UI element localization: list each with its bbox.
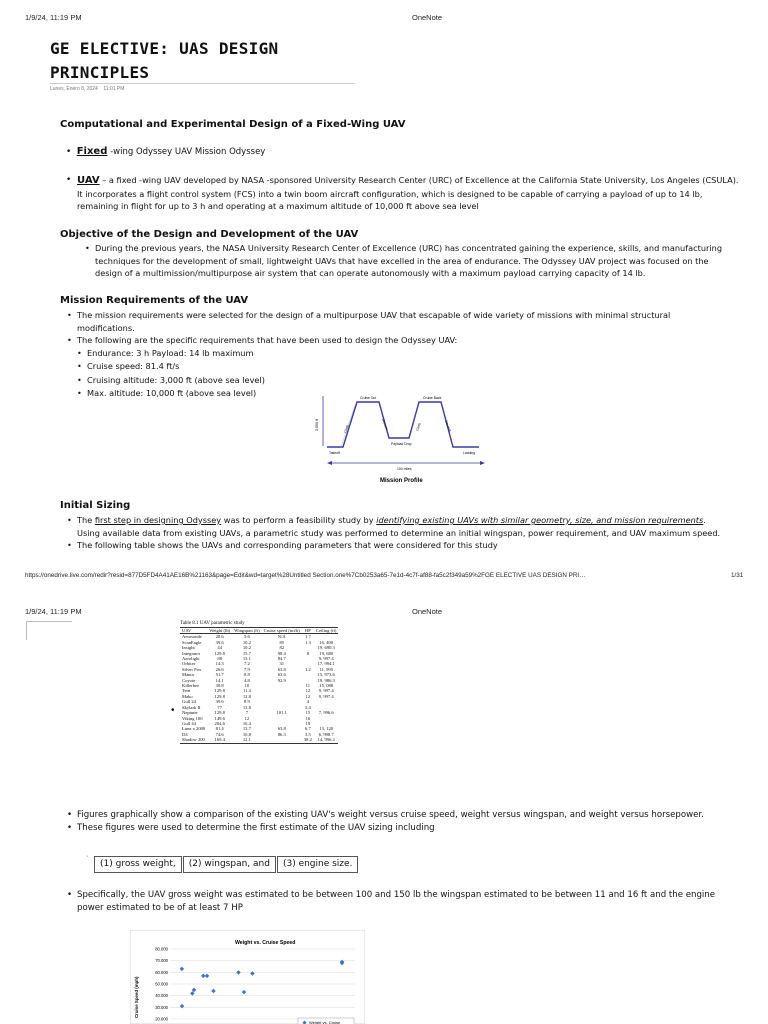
cruise-back-label: Cruise Back [423, 396, 442, 400]
chart-title: Weight vs. Cruise Speed [235, 940, 296, 946]
table-cell: 12.1 [242, 737, 251, 743]
sizing-bullet-2: • The following table shows the UAVs and corresponding parameters that were considered for this study [67, 540, 498, 550]
objective-text: During the previous years, the NASA University Research Center of Excellence (URC) has concentrated gaining the experience, skills, and manufacturing techniques for the development of small, lightweight UAVs that have excelled in the area of endurance. The Odyssey UAV project was focused on the design of a multimission/multipurpose air system that can operate autonomously with a maximum payload carrying capacity of 14 lb. [95, 243, 723, 278]
table-cell [262, 737, 302, 743]
table-cell: 129.8 [214, 693, 225, 699]
table-cell: 3.5 [305, 731, 311, 737]
table-cell: 129.8 [214, 710, 225, 716]
req-item: • Cruising altitude: 3,000 ft (above sea level) [77, 374, 265, 385]
table-cell-uav-name: Insight [182, 645, 195, 651]
page-time-text: 11:01 PM [103, 86, 125, 92]
table-cell: 26.6 [215, 666, 224, 672]
uav-term: UAV [77, 175, 100, 186]
descent-label: Descent [381, 417, 389, 431]
table-cell: 19 [305, 720, 311, 726]
uav-text: – a fixed -wing UAV developed by NASA -sponsored University Research Center (URC) of Excellence at the California State University, Los Angeles (CSULA). It incorporates a flight control system (FCS) into a twin boom aircraft configuration, which is designed to be capable of carrying a payload of up to 14 lb, remaining in flight for up to 3 h and operating at a maximum altitude of 10,000 ft above sea level [77, 175, 739, 211]
table-cell: 92.9 [277, 677, 286, 683]
print-timestamp-2: 1/9/24, 11:19 PM [25, 607, 82, 616]
climb-label: Climb [343, 424, 350, 434]
sizing-b1-link1: first step in designing Odyssey [94, 515, 222, 525]
uav-table-figure [180, 621, 420, 744]
table-cell-uav-name: Skylark II [182, 704, 201, 710]
table-cell: 5.6 [244, 634, 250, 640]
table-cell-uav-name: ScanEagle [182, 639, 202, 645]
table-cell: 13.7 [242, 726, 251, 732]
req-item: • Cruise speed: 81.4 ft/s [77, 361, 180, 371]
chart-ylabel: Cruise Speed (mph) [134, 976, 139, 1018]
req-text: Max. altitude: 10,000 ft (above sea level) [87, 388, 257, 398]
fixed-bullet: • Fixed -wing Odyssey UAV Mission Odyssey [66, 146, 266, 157]
sizing-dot: · [86, 853, 89, 860]
table-cell: 15, 088 [319, 683, 334, 689]
table-cell: 149.6 [214, 715, 225, 721]
table-cell-uav-name: Tern [182, 688, 191, 694]
table-cell: 19, 986.3 [317, 677, 335, 683]
table-cell: 63.8 [277, 726, 286, 732]
mission-b1-text: The mission requirements were selected for the design of a multipurpose UAV that escapable of wide variety of missions with minimal structural modifications. [77, 310, 671, 333]
table-cell: 12.8 [242, 693, 251, 699]
objective-heading: Objective of the Design and Development of the UAV [60, 229, 359, 240]
table-cell: 16 [305, 715, 311, 721]
table-body [180, 634, 338, 743]
table-cell: 15.7 [242, 650, 251, 656]
main-heading: Computational and Experimental Design of a Fixed-Wing UAV [60, 119, 406, 130]
req-text: Cruising altitude: 3,000 ft (above sea level) [87, 374, 265, 385]
table-cell: 14.3 [215, 661, 224, 667]
table-cell: 44 [217, 645, 222, 651]
table-cell: 63.6 [277, 672, 286, 678]
table-cell: 129.8 [214, 650, 225, 656]
footer-url[interactable]: https://onedrive.live.com/redir?resid=877D5FD4A41AE16B%21163&page=Edit&wd=target%28Untitled Section.one%7Cb0253a65-7e1d-4c7f-af88-fa5c2f349a59%2FGE ELECTIVE UAS DESIGN PRI… [25, 572, 586, 579]
table-cell: 1.2 [305, 666, 311, 672]
table-caption: Table 8.1 UAV parametric study [180, 621, 245, 626]
table-cell: 7, 996.6 [318, 710, 334, 716]
table-cell: 98.4 [277, 650, 286, 656]
figures-bullet-3: • Specifically, the UAV gross weight was estimated to be between 100 and 150 lb the wingspan estimated to be between 11 and 16 ft and the engine power estimated to be of at least 7 HP [67, 890, 716, 913]
table-cell: 8.8 [244, 672, 250, 678]
mission-bullet-2: • The following are the specific requirements that have been used to design the Odyssey UAV: [67, 335, 458, 345]
table-cell: 1.7 [305, 634, 311, 640]
chart-y-tick-label: 50.000 [155, 981, 168, 987]
altitude-label: 3,000 ft [315, 419, 319, 431]
table-cell: 10.8 [242, 731, 251, 737]
table-cell: 14, 996.2 [317, 737, 335, 743]
chart-y-tick-label: 60.000 [155, 969, 168, 975]
table-cell: 39.6 [215, 639, 224, 645]
table-cell: 85 [279, 639, 285, 645]
table-cell: 12 [244, 715, 250, 721]
table-cell: 6.7 [305, 726, 311, 732]
table-cell-uav-name: Killerbee [182, 683, 200, 689]
table-cell: 10.2 [242, 645, 251, 651]
mission-heading: Mission Requirements of the UAV [60, 295, 249, 306]
table-cell: 88 [217, 656, 222, 662]
table-cell: 7.2 [244, 661, 250, 667]
distance-label: 100 miles [397, 467, 412, 471]
chart-y-tick-label: 80.000 [155, 946, 168, 952]
table-cell: 12 [305, 688, 311, 694]
table-cell: 7.9 [244, 666, 250, 672]
table-cell: 6, 998.7 [318, 731, 334, 737]
print-timestamp: 1/9/24, 11:19 PM [25, 13, 82, 22]
table-cell: 8.9 [244, 699, 250, 705]
print-app-name-2: OneNote [412, 607, 443, 616]
figures-b1-text: Figures graphically show a comparison of the existing UAV's weight versus cruise speed, weight versus wingspan, and weight versus horsepower. [77, 810, 704, 820]
sizing-b2-text: The following table shows the UAVs and corresponding parameters that were considered for this study [77, 540, 498, 550]
figures-bullet-1: • Figures graphically show a comparison of the existing UAV's weight versus cruise speed, weight versus wingspan, and weight versus horsepower. [67, 810, 704, 820]
table-cell-uav-name: Silver Fox [182, 666, 202, 672]
uav-parametric-table [180, 627, 338, 744]
sizing-b1-mid: was to perform a feasibility study by [221, 515, 377, 525]
table-cell: 16.4 [242, 720, 251, 726]
table-cell: 28.6 [215, 634, 224, 640]
req-item: • Max. altitude: 10,000 ft (above sea level) [77, 388, 257, 398]
table-cell: 82 [279, 645, 285, 651]
page-title-line2: PRINCIPLES [50, 63, 150, 82]
table-cell: 14.1 [215, 677, 224, 683]
req-item: • Endurance: 3 h Payload: 14 lb maximum [77, 347, 254, 358]
note-container-corner [26, 621, 72, 640]
table-cell-uav-name: Gull 44 [182, 720, 196, 726]
table-cell: 86.3 [277, 731, 286, 737]
req-text: Endurance: 3 h Payload: 14 lb maximum [87, 347, 254, 358]
gross-weight-box: (1) gross weight, [94, 856, 182, 873]
table-cell: 9, 997.4 [318, 656, 334, 662]
req-text: Cruise speed: 81.4 ft/s [87, 361, 180, 371]
weight-vs-cruise-chart [130, 930, 365, 1024]
page-date-text: Lunes, Enero 8, 2024 [50, 86, 98, 92]
table-cell: 84.7 [277, 656, 286, 662]
table-cell: 11.4 [242, 688, 251, 694]
table-cell: 12 [305, 693, 311, 699]
table-cell: 13.1 [242, 656, 251, 662]
figures-b3-text: Specifically, the UAV gross weight was estimated to be between 100 and 150 lb the wingspan estimated to be between 11 and 16 ft and the engine power estimated to be of at least 7 HP [77, 890, 716, 913]
fixed-text: -wing Odyssey UAV Mission Odyssey [107, 147, 266, 157]
page-title-line1: GE ELECTIVE: UAS DESIGN [50, 39, 279, 58]
table-cell: 5.4 [305, 704, 311, 710]
table-column-header: Wingspan (ft) [234, 628, 260, 633]
table-cell: 7 [245, 710, 249, 716]
sizing-b1-post: . Using available data from existing UAVs, a parametric study was performed to determine an initial wingspan, power requirement, and UAV maximum speed. [77, 515, 721, 538]
sizing-list [67, 514, 727, 552]
table-cell: 51.7 [215, 672, 224, 678]
table-row [180, 737, 338, 743]
climb-label-2: Climb [415, 422, 422, 432]
chart-legend-label: Weight vs. Cruise [309, 1020, 341, 1024]
table-cell: 39.6 [215, 699, 224, 705]
table-cell-uav-name: Aerolight [182, 656, 200, 662]
cruise-out-label: Cruise Out [360, 396, 377, 400]
table-cell-uav-name: Integrator [182, 650, 201, 656]
table-cell: 15 [305, 710, 311, 716]
print-app-name: OneNote [412, 13, 443, 22]
table-cell-uav-name: Coyote [182, 677, 196, 683]
table-cell-uav-name: Aerosonde [182, 634, 202, 640]
table-cell-uav-name: Viking 100 [182, 715, 203, 721]
profile-caption: Mission Profile [380, 478, 423, 484]
figures-bullet-2: • These figures were used to determine the first estimate of the UAV sizing including [67, 822, 435, 833]
table-cell: 13, 120 [319, 726, 334, 732]
table-column-header: HP [304, 628, 311, 633]
table-cell: 81.4 [215, 726, 224, 732]
sizing-heading: Initial Sizing [60, 500, 131, 511]
table-cell: 13.8 [242, 704, 251, 710]
figures-list [67, 809, 737, 834]
table-cell: 101.1 [276, 710, 287, 716]
table-cell: 19, 690.3 [317, 645, 335, 651]
table-cell-uav-name: Mako [182, 693, 193, 699]
mission-list [67, 309, 707, 400]
objective-bullet: • During the previous years, the NASA University Research Center of Excellence (URC) has concentrated gaining the experience, skills, and manufacturing techniques for the development of small, lightweight UAVs that have excelled in the area of endurance. The Odyssey UAV project was focused on the design of a multimission/multipurpose air system that can operate autonomously with a maximum payload carrying capacity of 14 lb. [85, 242, 733, 280]
footer-page-number: 1/31 [731, 572, 744, 579]
page-title [50, 39, 278, 82]
table-cell: 15, 973.6 [317, 672, 335, 678]
table-column-header: Ceiling (ft) [315, 628, 337, 633]
sizing-boxes [94, 856, 359, 873]
table-column-header: Cruise speed (mi/h) [263, 628, 300, 633]
sizing-b1-pre: The [77, 515, 95, 525]
title-rule [50, 83, 355, 84]
table-cell: 10.2 [242, 639, 251, 645]
engine-size-box: (3) engine size. [277, 856, 358, 873]
table-cell: 204.6 [214, 720, 225, 726]
landing-label: Landing [463, 451, 476, 455]
table-cell-uav-name: Manta [182, 672, 194, 678]
chart-y-tick-label: 20.000 [155, 1016, 168, 1022]
table-cell: 169.4 [214, 737, 225, 743]
payload-drop-label: Payload Drop [391, 442, 412, 446]
table-cell-uav-name: Luna x 2000 [182, 726, 206, 732]
table-bullet: • [171, 705, 175, 716]
table-cell-uav-name: Shadow 200 [182, 737, 205, 743]
table-cell: 4 [306, 699, 310, 705]
mission-b2-text: The following are the specific requirements that have been used to design the Odyssey UAV: [77, 335, 458, 345]
page-date [50, 86, 124, 92]
table-cell: 16, 400 [319, 639, 334, 645]
table-cell: N/A [277, 634, 286, 640]
chart-y-tick-label: 40.000 [155, 993, 168, 999]
table-cell: 19, 680 [319, 650, 334, 656]
table-cell: 11, 995 [319, 666, 333, 672]
table-cell: 38.2 [303, 737, 312, 743]
chart-y-tick-label: 30.000 [155, 1004, 168, 1010]
takeoff-label: Takeoff [329, 451, 340, 455]
table-cell: 9, 997.4 [318, 693, 334, 699]
table-cell-uav-name: D4 [182, 731, 188, 737]
table-cell: 30.8 [215, 683, 224, 689]
table-cell-uav-name: Orbiter [182, 661, 196, 667]
table-cell: 74.6 [215, 731, 224, 737]
table-column-header: UAV [182, 628, 192, 633]
table-cell: 9, 997.4 [318, 688, 334, 694]
table-column-header: Weight (lb) [209, 628, 231, 633]
table-cell: 4.8 [244, 677, 250, 683]
table-cell: 31 [279, 661, 285, 667]
table-cell: 129.8 [214, 688, 225, 694]
table-cell: 8 [306, 650, 310, 656]
table-cell: 10 [244, 683, 250, 689]
sizing-b1-link2: identifying existing UAVs with similar geometry, size, and mission requirements [376, 515, 704, 525]
table-cell: 17, 994.1 [317, 661, 335, 667]
table-cell: 11 [305, 683, 311, 689]
sizing-bullet-1: • The first step in designing Odyssey was to perform a feasibility study by identifying existing UAVs with similar geometry, size, and mission requirements. Using available data from existing UAVs, a parametric study was performed to determine an initial wingspan, power requirement, and UAV maximum speed. [67, 515, 721, 538]
table-cell-uav-name: Neptune [182, 710, 198, 716]
mission-bullet-1: • The mission requirements were selected for the design of a multipurpose UAV that escapable of wide variety of missions with minimal structural modifications. [67, 310, 671, 333]
wingspan-box: (2) wingspan, and [183, 856, 276, 873]
chart-y-tick-label: 70.000 [155, 958, 168, 964]
uav-bullet: • UAV – a fixed -wing UAV developed by NASA -sponsored University Research Center (URC) of Excellence at the California State University, Los Angeles (CSULA). It incorporates a flight control system (FCS) into a twin boom aircraft configuration, which is designed to be capable of carrying a payload of up to 14 lb, remaining in flight for up to 3 h and operating at a maximum altitude of 10,000 ft above sea level [66, 175, 739, 211]
mission-profile-diagram [313, 391, 493, 487]
descent-label-2: Descent [444, 419, 453, 433]
table-cell: 1.3 [305, 639, 311, 645]
figures-b2-text: These figures were used to determine the first estimate of the UAV sizing including [77, 822, 435, 833]
fixed-term: Fixed [76, 146, 108, 157]
specifically-list [67, 889, 737, 914]
profile-bg [313, 391, 493, 487]
table-cell: 77 [217, 704, 222, 710]
table-cell-uav-name: Gull 24 [182, 699, 196, 705]
table-cell: 63.8 [277, 666, 286, 672]
